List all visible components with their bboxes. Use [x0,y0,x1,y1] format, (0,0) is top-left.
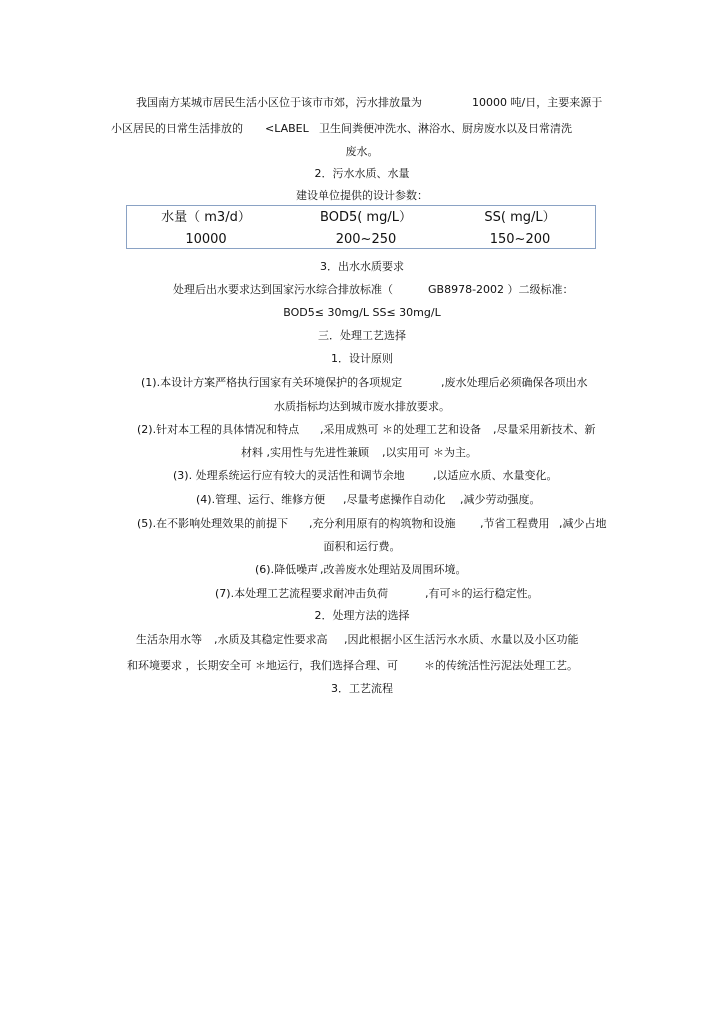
principle-5e: 面积和运行费。 [323,540,401,553]
effluent-standard-line-a: 处理后出水要求达到国家污水综合排放标准（ [173,283,393,296]
principle-2b: ,采用成熟可 ＊的处理工艺和设备 [320,423,481,436]
part-3-title: 三．处理工艺选择 [318,329,406,342]
intro-line-2b: <LABEL [265,122,309,135]
section-3-title: 3．出水水质要求 [320,260,404,273]
method-selection-title: 2．处理方法的选择 [314,609,410,622]
method-line-1c: ,因此根据小区生活污水水质、水量以及小区功能 [344,633,579,646]
intro-line-3: 废水。 [345,145,379,158]
section-2-subtitle: 建设单位提供的设计参数： [296,189,428,202]
principle-5d: ,减少占地 [559,517,607,530]
principle-4c: ,减少劳动强度。 [460,493,541,506]
table-value-ss: 150~200 [489,232,551,247]
table-header-flow: 水量（ m3/d） [161,210,251,225]
principle-5a: (5).在不影响处理效果的前提下 [137,517,289,530]
principle-3a: (3). 处理系统运行应有较大的灵活性和调节余地 [173,469,405,482]
section-2-title: 2．污水水质、水量 [314,167,410,180]
principle-2c: ,尽量采用新技术、新 [493,423,596,436]
principle-1a: (1).本设计方案严格执行国家有关环境保护的各项规定 [141,376,403,389]
principle-3b: ,以适应水质、水量变化。 [433,469,558,482]
table-header-bod5: BOD5( mg/L） [320,210,412,225]
principle-1b: ,废水处理后必须确保各项出水 [441,376,588,389]
effluent-limits: BOD5≤ 30mg/L SS≤ 30mg/L [283,306,441,319]
principle-4a: (4).管理、运行、维修方便 [196,493,326,506]
design-principles-title: 1．设计原则 [331,352,393,365]
intro-line-2a: 小区居民的日常生活排放的 [111,122,243,135]
principle-6b: ,改善废水处理站及周围环境。 [320,563,467,576]
principle-4b: ,尽量考虑操作自动化 [343,493,446,506]
principle-2e: ,以实用可 ＊为主。 [382,446,477,459]
principle-5b: ,充分利用原有的构筑物和设施 [309,517,456,530]
principle-6a: (6).降低噪声 [255,563,319,576]
table-value-bod5: 200~250 [335,232,397,247]
table-value-flow: 10000 [185,232,227,247]
table-header-ss: SS( mg/L） [484,210,556,225]
principle-1c: 水质指标均达到城市废水排放要求。 [274,400,450,413]
intro-line-1b: 10000 吨/日，主要来源于 [472,96,603,109]
method-line-2b: ＊的传统活性污泥法处理工艺。 [424,659,578,672]
design-parameters-table [126,205,596,249]
method-line-2a: 和环境要求 ，长期安全可 ＊地运行，我们选择合理、可 [127,659,398,672]
principle-5c: ,节省工程费用 [480,517,550,530]
intro-line-1a: 我国南方某城市居民生活小区位于该市市郊，污水排放量为 [136,96,422,109]
process-flow-title: 3．工艺流程 [331,682,393,695]
principle-2d: 材料 ,实用性与先进性兼顾 [241,446,369,459]
principle-7a: (7).本处理工艺流程要求耐冲击负荷 [215,587,389,600]
method-line-1a: 生活杂用水等 [136,633,202,646]
method-line-1b: ,水质及其稳定性要求高 [214,633,328,646]
effluent-standard-line-b: GB8978-2002 ）二级标准： [428,283,574,296]
principle-7b: ,有可＊的运行稳定性。 [425,587,539,600]
intro-line-2c: 卫生间粪便冲洗水、淋浴水、厨房废水以及日常清洗 [319,122,572,135]
principle-2a: (2).针对本工程的具体情况和特点 [137,423,300,436]
